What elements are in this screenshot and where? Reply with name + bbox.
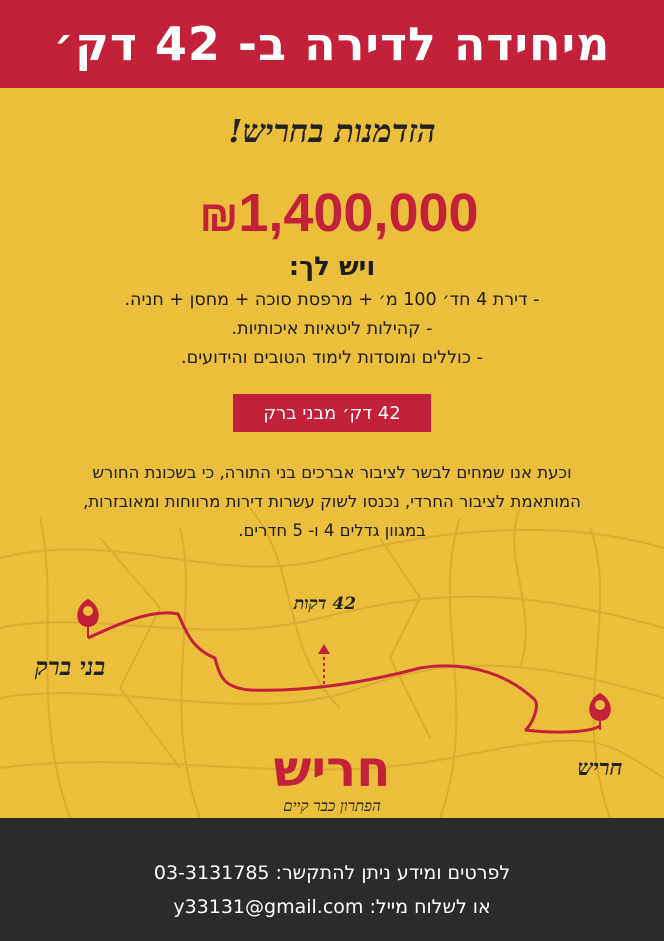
price <box>0 182 664 244</box>
logo-slogan: הפתרון כבר קיים <box>283 797 381 815</box>
opportunity-headline: הזדמנות בחריש! <box>228 112 436 150</box>
price-amount: 1,400,000 <box>238 183 479 243</box>
arrow-head-icon <box>318 644 330 654</box>
header-banner <box>0 0 664 88</box>
feature-item: - קהילות ליטאיות איכותיות. <box>231 319 433 339</box>
feature-item: - דירת 4 חד׳ 100 מ׳ + מרפסת סוכה + מחסן + חניה. <box>124 290 540 310</box>
headline-title: מיחידה לדירה ב- 42 דק׳ <box>53 17 611 71</box>
contact-footer <box>0 818 664 941</box>
feature-item: - כוללים ומוסדות לימוד הטובים והידועים. <box>181 348 483 368</box>
currency-symbol: ₪ <box>199 192 239 241</box>
features-list <box>0 252 664 373</box>
travel-time-badge: 42 דק׳ מבני ברק <box>233 394 431 432</box>
features-heading: ויש לך: <box>288 252 376 282</box>
phone-contact: לפרטים ומידע ניתן להתקשר: 03-3131785 <box>153 862 511 884</box>
description-paragraph <box>30 458 634 545</box>
logo-name: חריש <box>273 740 391 798</box>
destination-label: חריש <box>577 755 623 781</box>
paragraph-line: המותאמת לציבור החרדי, נכנסו לשוק עשרות דירות מרווחות ומאובזרות, <box>83 492 581 511</box>
destination-pin-icon <box>590 694 610 730</box>
email-contact: או לשלוח מייל: y33131@gmail.com <box>173 896 491 918</box>
paragraph-line: במגוון גדלים 4 ו- 5 חדרים. <box>238 521 426 540</box>
origin-pin-icon <box>78 600 98 638</box>
route-line <box>88 613 600 732</box>
origin-label: בני ברק <box>35 652 106 681</box>
duration-label: 42 דקות <box>293 594 357 614</box>
paragraph-line: וכעת אנו שמחים לבשר לציבור אברכים בני התורה, כי בשכונת החורש <box>92 463 572 482</box>
